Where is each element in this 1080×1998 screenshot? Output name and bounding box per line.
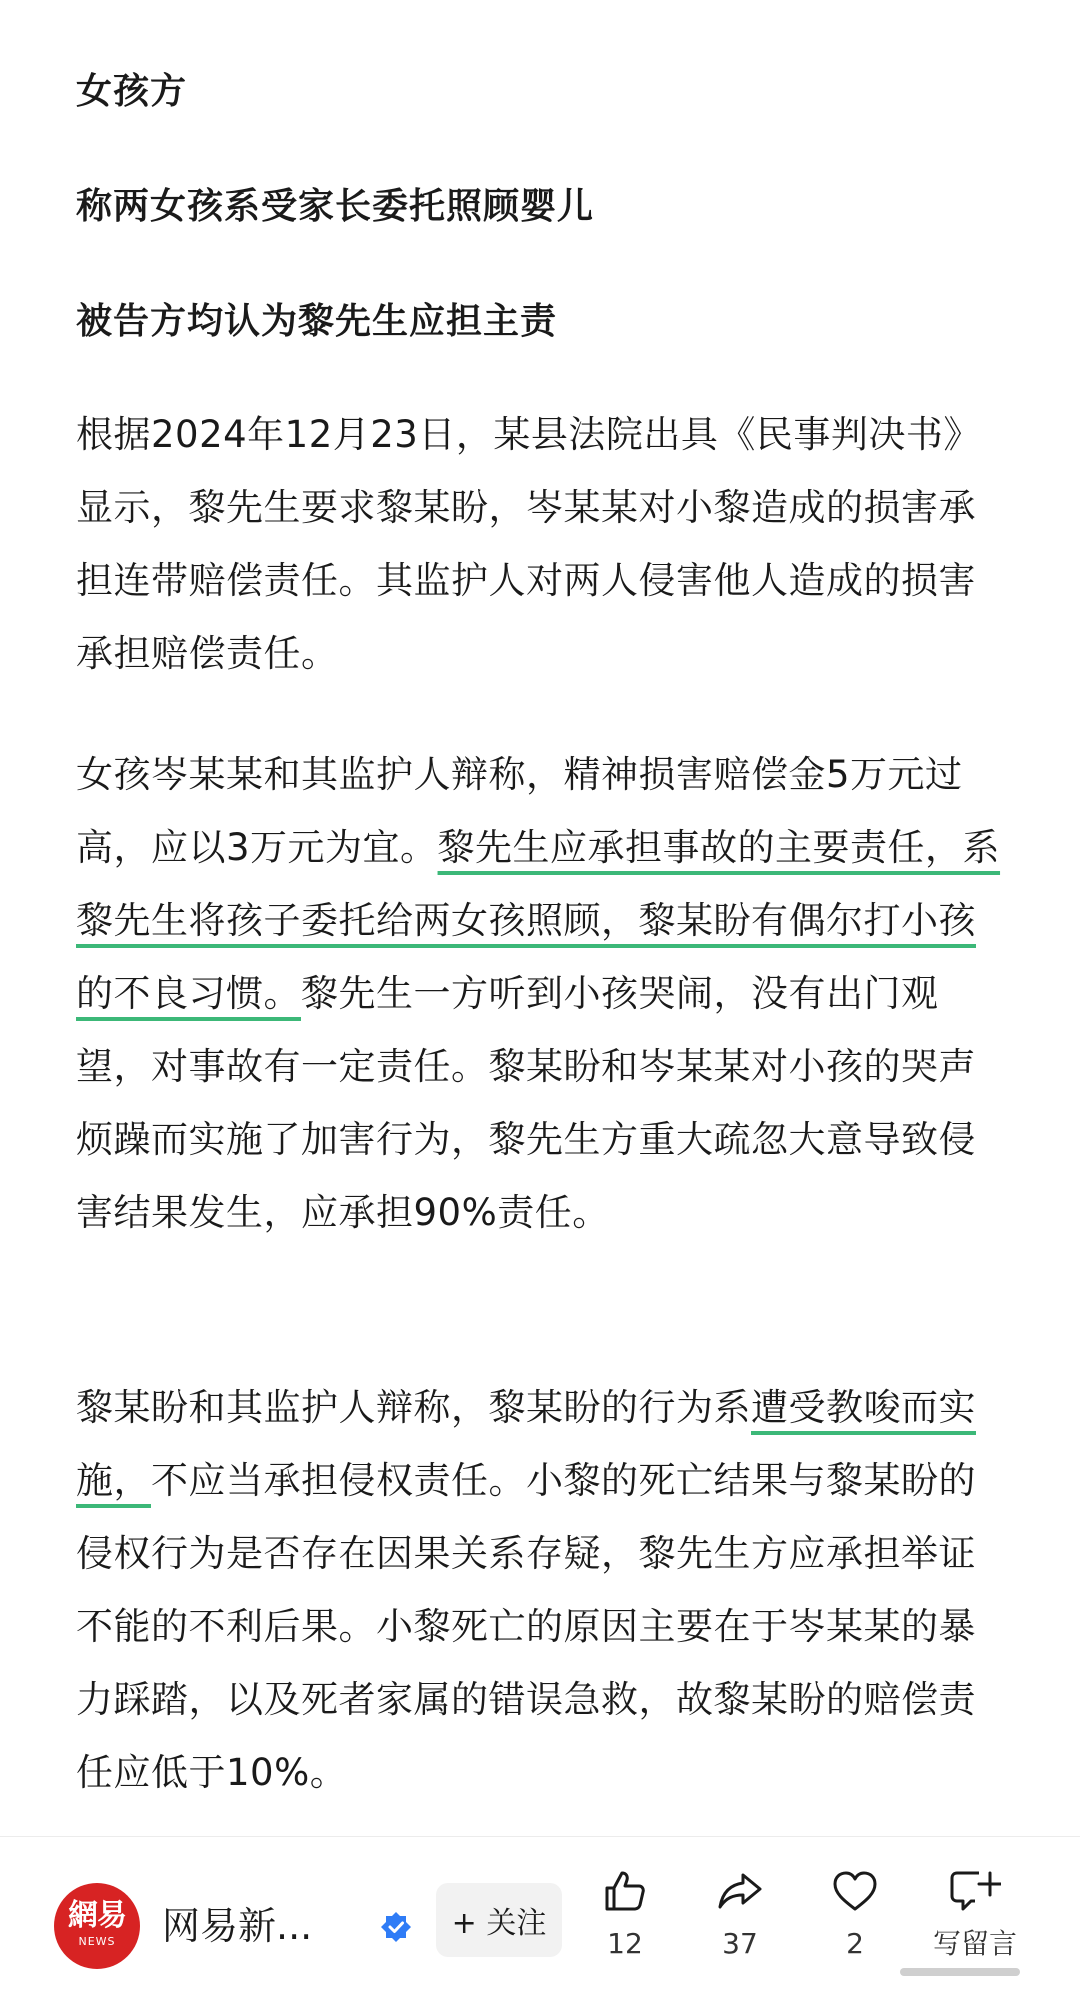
like-button[interactable] — [580, 1867, 670, 1961]
source-name[interactable]: 网易新... — [162, 1904, 313, 1948]
paragraph-text: 黎先生一方听到小孩哭闹，没有出门观望，对事故有一定责任。黎某盼和岑某某对小孩的哭声烦躁而实施了加害行为，黎先生方重大疏忽大意导致侵害结果发生，应承担90%责任。 — [76, 972, 976, 1234]
paragraph-li-defense — [76, 1371, 1006, 1809]
highlighted-text[interactable]: 遭受教唆而实施， — [76, 1386, 976, 1502]
like-count: 12 — [607, 1927, 643, 1960]
paragraph-text: 不应当承担侵权责任。小黎的死亡结果与黎某盼的侵权行为是否存在因果关系存疑，黎先生方应承担举证不能的不利后果。小黎死亡的原因主要在于岑某某的暴力踩踏，以及死者家属的错误急救，故黎某盼的赔偿责任应低于10%。 — [76, 1459, 976, 1794]
paragraph-text: 黎某盼和其监护人辩称，黎某盼的行为系 — [76, 1386, 751, 1429]
favorite-button[interactable] — [810, 1867, 900, 1961]
paragraph-judgment: 根据2024年12月23日，某县法院出具《民事判决书》显示，黎先生要求黎某盼，岑某某对小黎造成的损害承担连带赔偿责任。其监护人对两人侵害他人造成的损害承担赔偿责任。 — [76, 413, 981, 675]
logo-text: 網易 — [68, 1898, 126, 1933]
comment-button[interactable] — [925, 1867, 1025, 1961]
paragraph-cen-defense — [76, 738, 1006, 1249]
home-indicator — [900, 1968, 1020, 1976]
follow-button[interactable] — [436, 1883, 562, 1957]
share-button[interactable] — [695, 1867, 785, 1961]
paragraph-text: 女孩岑某某和其监护人辩称，精神损害赔偿金5万元过高，应以3万元为宜。 — [76, 753, 963, 869]
follow-button-label: + 关注 — [451, 1906, 547, 1941]
highlighted-text[interactable]: 黎先生应承担事故的主要责任，系黎先生将孩子委托给两女孩照顾，黎某盼有偶尔打小孩的不良习惯。 — [76, 826, 1001, 1015]
netease-news-logo[interactable] — [54, 1883, 140, 1969]
heart-icon — [831, 1867, 879, 1915]
comment-label: 写留言 — [932, 1927, 1017, 1960]
subheading: 被告方均认为黎先生应担主责 — [76, 301, 558, 342]
verified-badge-icon — [380, 1911, 412, 1943]
logo-subtext: NEWS — [78, 1935, 116, 1948]
favorite-count: 2 — [846, 1927, 864, 1960]
comment-plus-icon — [949, 1867, 1001, 1915]
share-count: 37 — [722, 1927, 758, 1960]
subheading: 女孩方 — [76, 71, 188, 112]
subheading: 称两女孩系受家长委托照顾婴儿 — [76, 186, 595, 227]
thumbs-up-icon — [601, 1867, 649, 1915]
share-arrow-icon — [716, 1867, 764, 1915]
